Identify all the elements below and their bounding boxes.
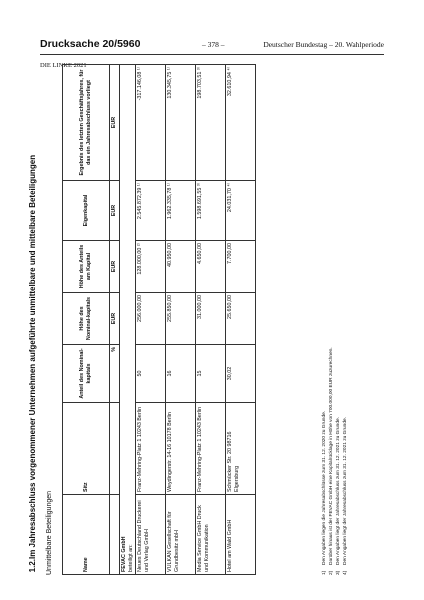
cell-name: Media Service GmbH Druck und Kommunikation [196,495,226,575]
col-header-anteil-nominal: Anteil des Nominal-kapitals [63,345,110,403]
cell-anteil: 16 [166,345,196,403]
party-label: DIE LINKE 2021 [40,62,87,69]
cell-eigenkapital: 1.598.691,55 ³⁾ [196,181,226,241]
col-header-hoehe-anteil: Höhe des Anteils am Kapital [63,241,110,293]
table-row [196,65,226,575]
footnote-mark: 3) [335,570,341,575]
col-header-ergebnis: Ergebnis des letzten Geschäftsjahres, für das ein Jahresabschluss vorliegt [63,65,110,181]
footnotes [322,347,350,575]
cell-anteil-kapital: 4.650,00 [196,241,226,293]
document-number-prefix: Drucksache 20/ [40,38,118,50]
cell-nominal: 256.000,00 [136,293,166,345]
col-header-name: Name [63,495,110,575]
col-header-eigenkapital: Eigenkapital [63,181,110,241]
section-number: 1.2. [28,559,37,573]
table-row [166,65,196,575]
unit-ergebnis: EUR [110,65,120,181]
cell-anteil-kapital: 128.000,00 ²⁾ [136,241,166,293]
unit-anteil: % [110,345,120,403]
footnote-mark: 1) [322,570,327,575]
group-sublabel: beteiligt an: [127,544,134,572]
table-units-row [110,65,120,575]
cell-anteil: 50 [136,345,166,403]
section-subtitle: Unmittelbare Beteiligungen [46,490,53,575]
group-cell [119,65,136,575]
cell-name: Hotel am Wald GmbH [226,495,256,575]
unit-anteil-kapital: EUR [110,241,120,293]
footnote-text: Den Angaben liegt der Jahresabschluss zum 31. 12. 2021 zu Grunde. [335,417,341,565]
footnote-text: Darüber hinaus ist der FEVAC GmbH eine Kapitalrücklage in Höhe von 700.000,00 EUR zuzurechnen. [328,347,334,565]
cell-anteil-kapital: 7.700,00 [226,241,256,293]
cell-nominal: 255.850,00 [166,293,196,345]
table-row [136,65,166,575]
parliament-label: Deutscher Bundestag – 20. Wahlperiode [263,40,384,49]
col-header-hoehe-nominal: Höhe des Nominal-kapitals [63,293,110,345]
table-group-row [119,65,136,575]
cell-name: VULKAN Gesellschaft für Grundbesitz mbH [166,495,196,575]
col-header-sitz: Sitz [63,403,110,495]
section-title-text: Im Jahresabschluss vorgenommener Unternehmen aufgeführte unmittelbare und mittelbare Beteiligungen [28,154,37,559]
table-row [226,65,256,575]
cell-nominal: 31.000,00 [196,293,226,345]
footnote-mark: 2) [328,570,334,575]
document-number [40,38,140,50]
cell-anteil: 30,02 [226,345,256,403]
cell-ergebnis: 198.703,51 ³⁾ [196,65,226,181]
footnote [336,347,343,575]
footnote-text: Den Angaben liegt der Jahresabschluss zum 31. 12. 2021 zu Grunde. [342,417,348,565]
cell-anteil: 15 [196,345,226,403]
cell-nominal: 25.650,00 [226,293,256,345]
cell-ergebnis: 32.610,94 ⁴⁾ [226,65,256,181]
unit-cell-empty [110,495,120,575]
cell-name: Neues Deutschland Druckerei und Verlag GmbH [136,495,166,575]
unit-eigenkapital: EUR [110,181,120,241]
cell-eigenkapital: 2.545.872,39 ¹⁾ [136,181,166,241]
table-header-row [63,65,110,575]
document-number-value: 5960 [117,38,141,50]
cell-anteil-kapital: 40.950,00 [166,241,196,293]
cell-eigenkapital: 1.962.335,78 ¹⁾ [166,181,196,241]
footnote [329,347,336,575]
page-header [40,38,384,52]
group-label: FEVAC GmbH [120,536,127,572]
cell-eigenkapital: 24.031,70 ⁴⁾ [226,181,256,241]
footnote-text: Den Angaben liegen die Jahresabschlüsse zum 31. 12. 2020 zu Grunde. [322,410,327,565]
cell-sitz: Franz-Mehring-Platz 1 10243 Berlin [136,403,166,495]
holdings-table [62,64,256,575]
section-title [28,155,37,575]
cell-ergebnis: 130.345,75 ¹⁾ [166,65,196,181]
footnote-mark: 4) [342,570,348,575]
header-rule [40,54,384,55]
rotated-content [28,65,363,575]
cell-sitz: Franz-Mehring-Platz 1 10243 Berlin [196,403,226,495]
cell-sitz: Weydingerstr. 14-16 10178 Berlin [166,403,196,495]
cell-sitz: Schmücker Str. 20 98716 Elgersburg [226,403,256,495]
footnote [343,347,350,575]
cell-ergebnis: -317.146,08 ¹⁾ [136,65,166,181]
unit-nominal: EUR [110,293,120,345]
footnote [322,347,329,575]
unit-cell-empty [110,403,120,495]
page-number: – 378 – [202,40,225,49]
